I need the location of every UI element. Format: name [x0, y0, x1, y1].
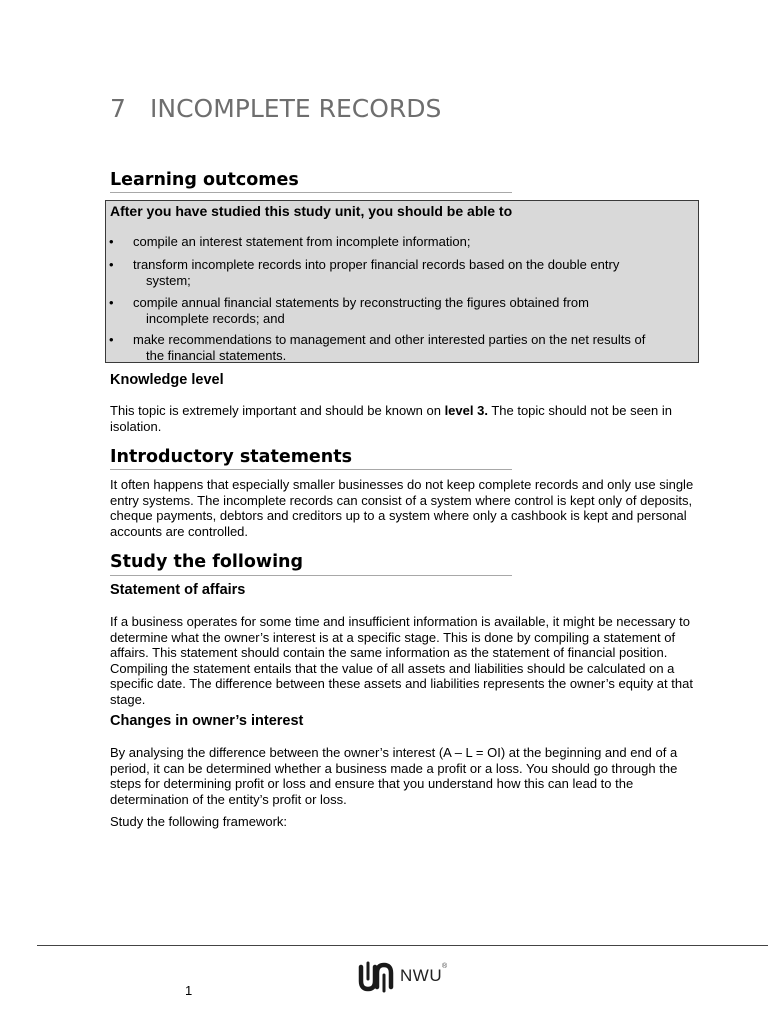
- learning-outcomes-box: After you have studied this study unit, you should be able to • compile an interest statement from incomplete information; • transform incomplete records into proper financial records based on the double entry system; • compile annual financial statements by reconstructing the figures obtained from incomplete records; and • make recommendations to management and other interested parties on the net results of the financial statements.: [105, 200, 699, 363]
- page-number: 1: [185, 983, 193, 998]
- bullet-icon: •: [109, 257, 114, 272]
- bullet-icon: •: [109, 234, 114, 249]
- heading-rule: [110, 469, 512, 470]
- changes-text: By analysing the difference between the owner’s interest (A – L = OI) at the beginning and end of a period, it can be determined whether a business made a profit or a loss. You should go through the steps for determining profit or loss and ensure that you understand how this can lead to the determination of the entity’s profit or loss.: [110, 745, 678, 807]
- heading-rule: [110, 575, 512, 576]
- nwu-logo: [356, 957, 456, 997]
- chapter-title: [110, 94, 441, 123]
- chapter-title-text: INCOMPLETE RECORDS: [150, 94, 442, 123]
- changes-heading: Changes in owner’s interest: [110, 713, 304, 729]
- bullet-icon: •: [109, 295, 114, 310]
- registered-mark: ®: [442, 963, 448, 970]
- bullet-icon: •: [109, 332, 114, 347]
- learning-outcomes-heading: Learning outcomes: [110, 170, 299, 190]
- introductory-heading: Introductory statements: [110, 447, 353, 467]
- footer-rule: [37, 945, 768, 946]
- logo-text: NWU: [400, 966, 443, 985]
- study-heading: Study the following: [110, 552, 304, 572]
- statement-of-affairs-text: If a business operates for some time and insufficient information is available, it might be necessary to determine what the owner’s interest is at a specific stage. This is done by compiling a statement of affairs. This statement should contain the same information as the statement of financial position. Compiling the statement entails that the value of all assets and liabilities should be calculated on a specific date. The difference between these assets and liabilities represents the owner’s equity at that stage.: [110, 614, 693, 707]
- knowledge-level-text: This topic is extremely important and should be known on level 3. The topic should not be seen in isolation.: [110, 403, 672, 434]
- introductory-text: It often happens that especially smaller businesses do not keep complete records and only use single entry systems. The incomplete records can consist of a system where control is kept only of deposits, cheque payments, debtors and creditors up to a system where only a cashbook is kept and personal accounts are controlled.: [110, 477, 694, 539]
- heading-rule: [110, 192, 512, 193]
- learning-outcomes-box-title: After you have studied this study unit, you should be able to: [110, 203, 513, 219]
- framework-text: Study the following framework:: [110, 814, 288, 829]
- statement-of-affairs-heading: Statement of affairs: [110, 582, 246, 598]
- chapter-number: 7: [110, 94, 126, 123]
- knowledge-level-heading: Knowledge level: [110, 372, 224, 388]
- nwu-logo-icon: [356, 957, 396, 997]
